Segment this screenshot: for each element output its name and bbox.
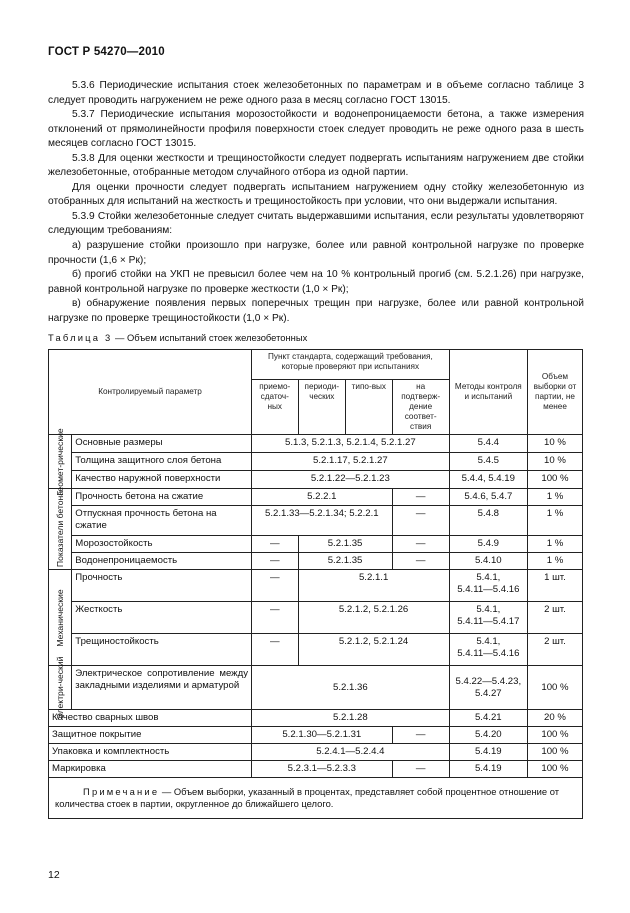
method-cell: 5.4.4 [449,435,527,453]
confirm-cell: — [392,727,449,744]
note-label: Примечание [83,786,160,797]
paragraph: в) обнаружение появления первых поперечных трещин при нагрузке, более или равной контрольной нагрузке по проверке трещиностойкости (1,0 × Pк). [48,298,584,324]
table-caption-label: Таблица 3 [48,332,113,343]
clause-cell: 5.1.3, 5.2.1.3, 5.2.1.4, 5.2.1.27 [252,435,450,453]
param-cell: Основные размеры [72,435,252,453]
clause-cell: 5.2.1.33—5.2.1.34; 5.2.2.1 [252,506,393,536]
method-cell: 5.4.4, 5.4.19 [449,471,527,489]
clause-cell: 5.2.2.1 [252,489,393,506]
confirm-cell: — [392,489,449,506]
header-methods: Методы контроля и испытаний [449,350,527,435]
confirm-cell: — [392,506,449,536]
confirm-cell: — [392,761,449,778]
method-cell: 5.4.9 [449,536,527,553]
acceptance-cell: — [252,602,299,634]
acceptance-cell: — [252,570,299,602]
method-line: 5.4.11—5.4.16 [457,584,520,595]
method-line: 5.4.22—5.4.23, [455,675,522,687]
header-parameter: Контролируемый параметр [49,350,252,435]
group-label: Механические [55,588,66,647]
sample-cell: 1 % [527,553,582,570]
sample-cell: 2 шт. [527,634,582,666]
sample-cell: 20 % [527,710,582,727]
param-cell: Упаковка и комплектность [49,744,252,761]
paragraph: Для оценки прочности следует подвергать испытанием нагружением одну стойку железобетонную из отобранных для испытаний на жесткость и трещиностойкость при условии, что они выдержали испытания. [48,181,584,208]
clause-cell: 5.2.1.30—5.2.1.31 [252,727,393,744]
paragraph: 5.3.7 Периодические испытания морозостойкости и водонепроницаемости бетона, а также измерения отклонений от прямолинейности профиля поверхности стоек следует проводить не реже одного раза в шесть месяцев согласно ГОСТ 13015. [48,109,584,150]
paragraph: б) прогиб стойки на УКП не превысил более чем на 10 % контрольный прогиб (см. 5.2.1.26) при нагрузке, равной контрольной нагрузке по проверке жесткости (1,0 × Pк); [48,269,584,295]
clause-cell: 5.2.1.2, 5.2.1.26 [298,602,449,634]
group-concrete [49,489,72,570]
sample-cell: 1 % [527,536,582,553]
clause-cell: 5.2.1.22—5.2.1.23 [252,471,450,489]
acceptance-cell: — [252,553,299,570]
group-label: Геомет-рические [55,427,66,496]
clause-cell: 5.2.1.36 [252,666,450,710]
paragraph: 5.3.9 Стойки железобетонные следует считать выдержавшими испытания, если результаты удовлетворяют следующим требованиям: [48,210,584,237]
clause-cell: 5.2.1.35 [298,536,392,553]
paragraph: 5.3.8 Для оценки жесткости и трещиностойкости следует подвергать испытаниям нагружением две стойки железобетонные, отобранные методом случайного отбора из одной партии. [48,152,584,179]
method-line: 5.4.11—5.4.17 [457,616,520,627]
confirm-cell: — [392,536,449,553]
param-cell: Жесткость [72,602,252,634]
clause-cell: 5.2.1.2, 5.2.1.24 [298,634,449,666]
param-cell: Трещиностойкость [72,634,252,666]
method-cell: 5.4.6, 5.4.7 [449,489,527,506]
group-label: Показатели бетона [55,490,66,568]
acceptance-cell: — [252,536,299,553]
page-number: 12 [48,869,60,881]
method-cell: 5.4.19 [449,744,527,761]
param-cell: Качество сварных швов [49,710,252,727]
sample-cell: 100 % [527,744,582,761]
clause-cell: 5.2.4.1—5.2.4.4 [252,744,450,761]
clause-cell: 5.2.1.28 [252,710,450,727]
note-text: — Объем выборки, указанный в процентах, представляет собой процентное отношение от количества стоек в партии, округленное до ближайшего целого. [55,786,560,809]
sample-cell: 10 % [527,453,582,471]
acceptance-cell: — [252,634,299,666]
sample-cell: 2 шт. [527,602,582,634]
group-mechanical [49,570,72,666]
method-cell [449,570,527,602]
clause-cell: 5.2.1.1 [298,570,449,602]
method-line: 5.4.1, [476,636,501,647]
param-cell: Прочность [72,570,252,602]
clause-cell: 5.2.3.1—5.2.3.3 [252,761,393,778]
table-caption [48,332,307,343]
clause-cell: 5.2.1.17, 5.2.1.27 [252,453,450,471]
param-cell: Электрическое сопротивление между закладными изделиями и арматурой [72,666,252,710]
method-cell: 5.4.21 [449,710,527,727]
param-cell: Качество наружной поверхности [72,471,252,489]
group-electrical [49,656,72,719]
paragraph: а) разрушение стойки произошло при нагрузке, более или равной контрольной нагрузке по проверке прочности (1,6 × Pк); [48,240,584,266]
group-geometric [49,427,72,496]
sample-cell: 100 % [527,471,582,489]
confirm-cell: — [392,553,449,570]
sample-cell: 1 % [527,506,582,536]
sample-cell: 100 % [527,761,582,778]
sample-cell: 100 % [527,666,582,710]
param-cell: Толщина защитного слоя бетона [72,453,252,471]
sample-cell: 1 % [527,489,582,506]
header-type: типо-вых [346,380,393,435]
method-cell [449,634,527,666]
param-cell: Маркировка [49,761,252,778]
tests-table [48,349,583,819]
method-line: 5.4.1, [476,604,501,615]
header-clause: Пункт стандарта, содержащий требования, которые проверяют при испытаниях [252,350,450,380]
method-line: 5.4.1, [476,572,501,583]
header-periodic: периоди-ческих [298,380,346,435]
header-confirm: на подтверж-дение соответ-ствия [392,380,449,435]
param-cell: Водонепроницаемость [72,553,252,570]
param-cell: Морозостойкость [72,536,252,553]
table-note [49,778,583,819]
method-line: 5.4.11—5.4.16 [457,648,520,659]
method-cell: 5.4.10 [449,553,527,570]
method-cell: 5.4.20 [449,727,527,744]
sample-cell: 10 % [527,435,582,453]
paragraph: 5.3.6 Периодические испытания стоек железобетонных по параметрам и в объеме согласно таблице 3 следует проводить нагружением не реже одного раза в месяц согласно ГОСТ 13015. [48,80,584,106]
method-line: 5.4.27 [474,687,502,699]
method-cell [449,602,527,634]
clause-cell: 5.2.1.35 [298,553,392,570]
method-cell: 5.4.19 [449,761,527,778]
header-acceptance: приемо-сдаточ-ных [252,380,299,435]
method-cell [449,666,527,710]
method-cell: 5.4.8 [449,506,527,536]
body-text [48,79,584,326]
table-caption-text: — Объем испытаний стоек железобетонных [112,332,308,343]
document-header: ГОСТ Р 54270—2010 [48,46,165,58]
group-label: Электри-ческий [55,656,66,719]
param-cell: Защитное покрытие [49,727,252,744]
param-cell: Отпускная прочность бетона на сжатие [72,506,252,536]
param-cell: Прочность бетона на сжатие [72,489,252,506]
method-cell: 5.4.5 [449,453,527,471]
sample-cell: 1 шт. [527,570,582,602]
header-sample: Объем выборки от партии, не менее [527,350,582,435]
sample-cell: 100 % [527,727,582,744]
